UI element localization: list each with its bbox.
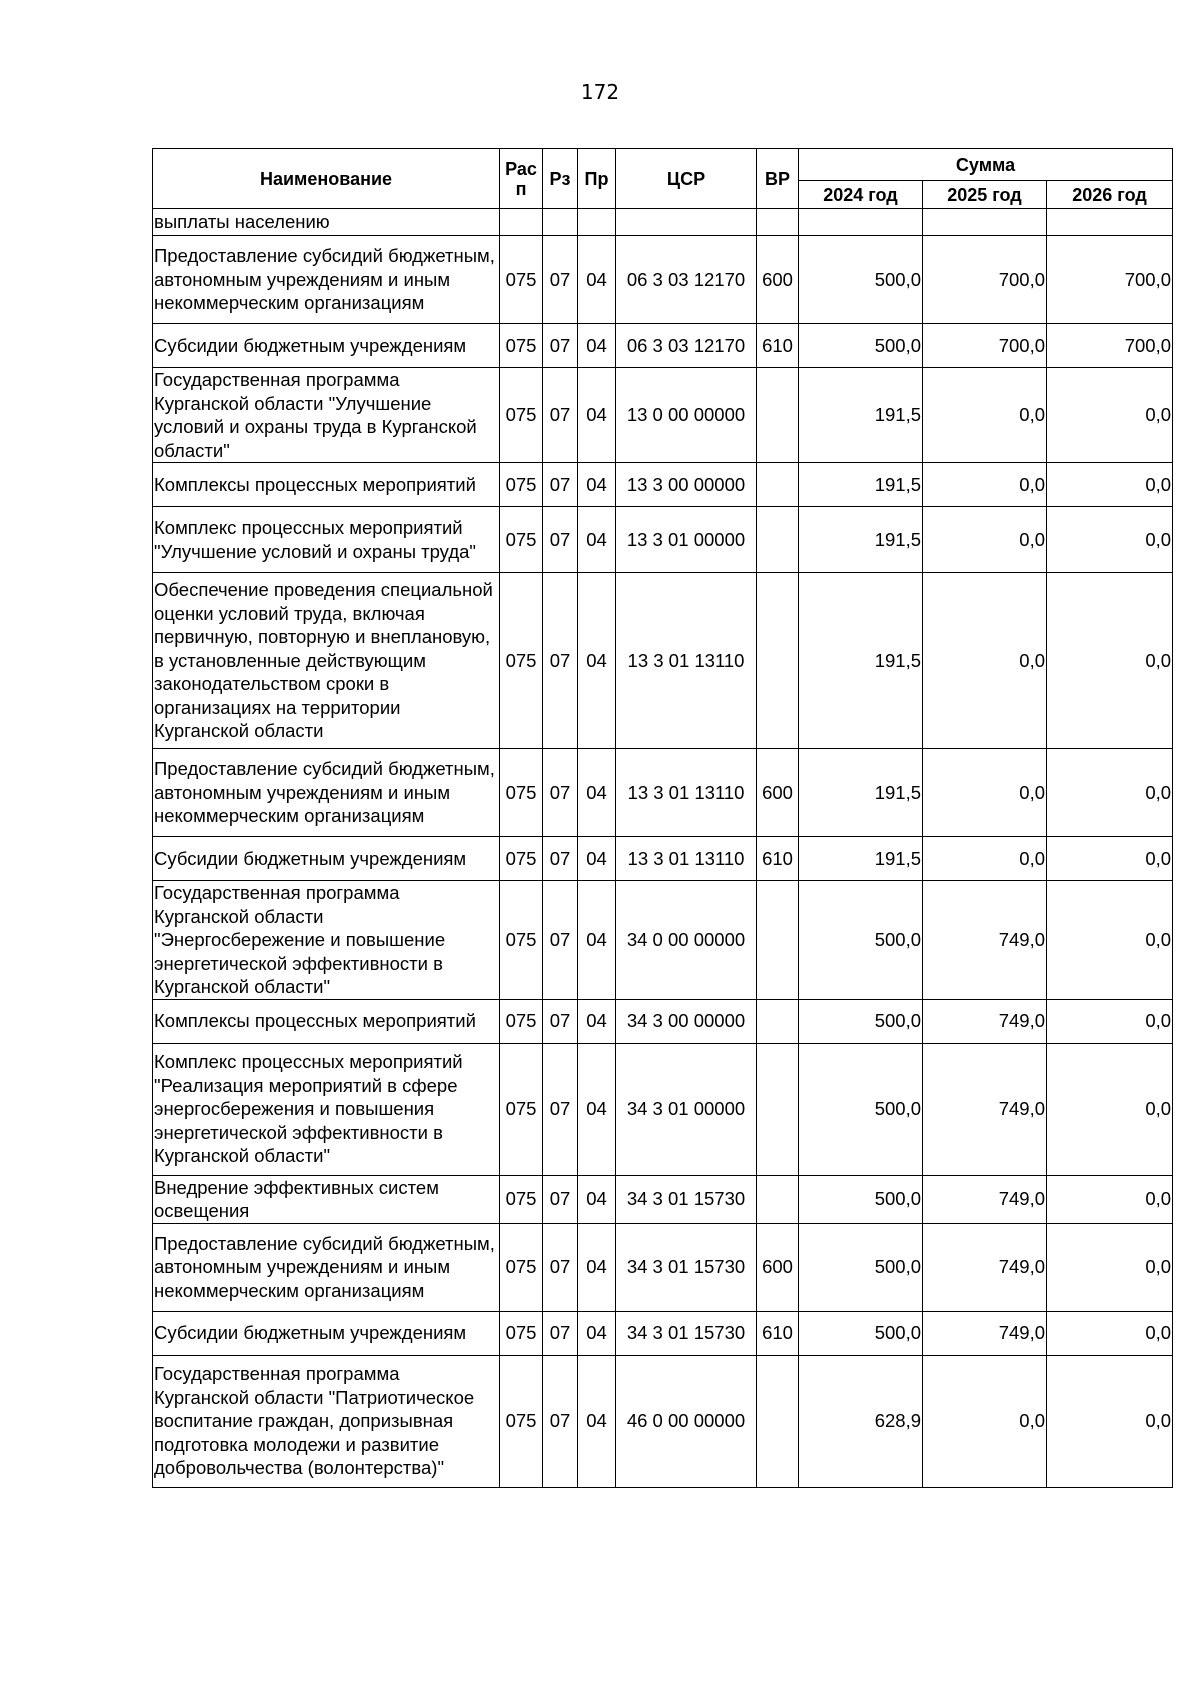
table-row	[153, 463, 1173, 507]
cell-pr	[578, 209, 616, 236]
cell-name: Предоставление субсидий бюджетным, автономным учреждениям и иным некоммерческим организациям	[153, 236, 500, 324]
cell-name: Государственная программа Курганской области "Энергосбережение и повышение энергетической эффективности в Курганской области"	[153, 881, 500, 1000]
cell-name: Внедрение эффективных систем освещения	[153, 1175, 500, 1223]
cell-sum-2024: 500,0	[799, 324, 923, 368]
header-csr: ЦСР	[616, 149, 757, 209]
cell-rasp: 075	[500, 881, 543, 1000]
cell-name: выплаты населению	[153, 209, 500, 236]
table-row	[153, 881, 1173, 1000]
cell-rz: 07	[543, 1043, 578, 1175]
cell-rasp: 075	[500, 1311, 543, 1355]
cell-sum-2026: 0,0	[1047, 368, 1173, 463]
cell-vr: 610	[757, 324, 799, 368]
cell-sum-2024	[799, 209, 923, 236]
cell-rasp: 075	[500, 368, 543, 463]
cell-csr: 34 0 00 00000	[616, 881, 757, 1000]
table-row	[153, 507, 1173, 573]
header-year-2024: 2024 год	[799, 181, 923, 209]
cell-sum-2024: 191,5	[799, 573, 923, 749]
cell-sum-2026: 0,0	[1047, 573, 1173, 749]
table-row	[153, 573, 1173, 749]
cell-sum-2026: 0,0	[1047, 507, 1173, 573]
cell-csr: 13 0 00 00000	[616, 368, 757, 463]
cell-pr: 04	[578, 1223, 616, 1311]
cell-vr	[757, 573, 799, 749]
cell-rz: 07	[543, 1311, 578, 1355]
cell-csr: 34 3 01 15730	[616, 1175, 757, 1223]
cell-rz: 07	[543, 368, 578, 463]
cell-sum-2025: 0,0	[923, 507, 1047, 573]
cell-sum-2024: 500,0	[799, 999, 923, 1043]
cell-pr: 04	[578, 1311, 616, 1355]
cell-pr: 04	[578, 1043, 616, 1175]
cell-sum-2025: 749,0	[923, 1175, 1047, 1223]
cell-sum-2026	[1047, 209, 1173, 236]
table-row	[153, 368, 1173, 463]
cell-csr: 46 0 00 00000	[616, 1355, 757, 1487]
cell-sum-2025: 749,0	[923, 881, 1047, 1000]
cell-rasp: 075	[500, 1355, 543, 1487]
cell-csr: 06 3 03 12170	[616, 324, 757, 368]
table-row	[153, 1223, 1173, 1311]
cell-rasp: 075	[500, 1175, 543, 1223]
cell-vr	[757, 368, 799, 463]
cell-pr: 04	[578, 463, 616, 507]
cell-pr: 04	[578, 507, 616, 573]
cell-sum-2024: 500,0	[799, 1223, 923, 1311]
header-rz: Рз	[543, 149, 578, 209]
header-year-2026: 2026 год	[1047, 181, 1173, 209]
cell-pr: 04	[578, 749, 616, 837]
header-name: Наименование	[153, 149, 500, 209]
cell-vr	[757, 999, 799, 1043]
cell-pr: 04	[578, 837, 616, 881]
cell-csr: 13 3 01 00000	[616, 507, 757, 573]
page-number: 172	[580, 80, 620, 104]
header-pr: Пр	[578, 149, 616, 209]
cell-pr: 04	[578, 368, 616, 463]
cell-sum-2026: 700,0	[1047, 236, 1173, 324]
cell-vr: 600	[757, 1223, 799, 1311]
cell-sum-2026: 0,0	[1047, 749, 1173, 837]
cell-sum-2026: 0,0	[1047, 837, 1173, 881]
cell-sum-2026: 0,0	[1047, 1043, 1173, 1175]
cell-csr: 34 3 01 00000	[616, 1043, 757, 1175]
header-year-2025: 2025 год	[923, 181, 1047, 209]
cell-rz: 07	[543, 236, 578, 324]
cell-sum-2025: 0,0	[923, 463, 1047, 507]
cell-name: Субсидии бюджетным учреждениям	[153, 324, 500, 368]
cell-sum-2024: 191,5	[799, 749, 923, 837]
cell-sum-2024: 191,5	[799, 463, 923, 507]
cell-sum-2025: 0,0	[923, 837, 1047, 881]
cell-vr	[757, 463, 799, 507]
header-vr: ВР	[757, 149, 799, 209]
cell-sum-2026: 0,0	[1047, 1223, 1173, 1311]
cell-pr: 04	[578, 236, 616, 324]
cell-name: Комплекс процессных мероприятий "Улучшение условий и охраны труда"	[153, 507, 500, 573]
cell-pr: 04	[578, 1355, 616, 1487]
header-rasp: Рас п	[500, 149, 543, 209]
cell-name: Комплексы процессных мероприятий	[153, 999, 500, 1043]
cell-name: Государственная программа Курганской области "Улучшение условий и охраны труда в Курганской области"	[153, 368, 500, 463]
cell-sum-2025: 700,0	[923, 324, 1047, 368]
cell-rasp: 075	[500, 999, 543, 1043]
cell-csr	[616, 209, 757, 236]
cell-rasp: 075	[500, 1223, 543, 1311]
cell-sum-2024: 191,5	[799, 368, 923, 463]
cell-sum-2025: 0,0	[923, 573, 1047, 749]
cell-sum-2024: 500,0	[799, 236, 923, 324]
cell-vr: 610	[757, 837, 799, 881]
cell-name: Субсидии бюджетным учреждениям	[153, 1311, 500, 1355]
cell-name: Субсидии бюджетным учреждениям	[153, 837, 500, 881]
cell-sum-2025: 749,0	[923, 999, 1047, 1043]
cell-pr: 04	[578, 1175, 616, 1223]
cell-vr: 610	[757, 1311, 799, 1355]
cell-sum-2024: 191,5	[799, 507, 923, 573]
cell-rz: 07	[543, 1223, 578, 1311]
cell-name: Комплексы процессных мероприятий	[153, 463, 500, 507]
cell-csr: 13 3 01 13110	[616, 749, 757, 837]
cell-rz: 07	[543, 507, 578, 573]
cell-vr	[757, 881, 799, 1000]
cell-name: Предоставление субсидий бюджетным, автономным учреждениям и иным некоммерческим организациям	[153, 749, 500, 837]
cell-csr: 13 3 01 13110	[616, 837, 757, 881]
cell-rasp: 075	[500, 236, 543, 324]
cell-rz: 07	[543, 573, 578, 749]
cell-rasp: 075	[500, 507, 543, 573]
cell-sum-2025: 700,0	[923, 236, 1047, 324]
cell-vr	[757, 1355, 799, 1487]
table-row	[153, 837, 1173, 881]
cell-vr: 600	[757, 236, 799, 324]
cell-sum-2024: 500,0	[799, 1311, 923, 1355]
cell-sum-2026: 0,0	[1047, 463, 1173, 507]
cell-pr: 04	[578, 999, 616, 1043]
cell-vr	[757, 209, 799, 236]
cell-rasp: 075	[500, 573, 543, 749]
cell-csr: 34 3 01 15730	[616, 1311, 757, 1355]
table-row	[153, 1175, 1173, 1223]
cell-name: Государственная программа Курганской области "Патриотическое воспитание граждан, допризывная подготовка молодежи и развитие добровольчества (волонтерства)"	[153, 1355, 500, 1487]
cell-sum-2026: 0,0	[1047, 1175, 1173, 1223]
cell-rasp: 075	[500, 837, 543, 881]
cell-sum-2025	[923, 209, 1047, 236]
cell-sum-2026: 0,0	[1047, 1311, 1173, 1355]
cell-rz: 07	[543, 749, 578, 837]
cell-sum-2024: 500,0	[799, 1175, 923, 1223]
cell-rz: 07	[543, 324, 578, 368]
cell-rz: 07	[543, 1355, 578, 1487]
cell-sum-2024: 500,0	[799, 881, 923, 1000]
cell-rasp: 075	[500, 1043, 543, 1175]
cell-csr: 13 3 01 13110	[616, 573, 757, 749]
cell-rz: 07	[543, 837, 578, 881]
cell-vr	[757, 507, 799, 573]
cell-rz: 07	[543, 881, 578, 1000]
table-row	[153, 1043, 1173, 1175]
cell-sum-2025: 0,0	[923, 1355, 1047, 1487]
cell-name: Обеспечение проведения специальной оценки условий труда, включая первичную, повторную и внеплановую, в установленные действующим законодательством сроки в организациях на территории Курганской области	[153, 573, 500, 749]
cell-sum-2026: 0,0	[1047, 999, 1173, 1043]
cell-csr: 34 3 01 15730	[616, 1223, 757, 1311]
cell-sum-2025: 0,0	[923, 749, 1047, 837]
cell-rasp: 075	[500, 324, 543, 368]
budget-table	[152, 148, 1173, 1488]
table-row	[153, 999, 1173, 1043]
cell-pr: 04	[578, 324, 616, 368]
cell-sum-2026: 0,0	[1047, 881, 1173, 1000]
cell-rz	[543, 209, 578, 236]
table-row	[153, 209, 1173, 236]
cell-vr	[757, 1043, 799, 1175]
cell-csr: 34 3 00 00000	[616, 999, 757, 1043]
table-row	[153, 749, 1173, 837]
header-sum: Сумма	[799, 149, 1173, 181]
cell-sum-2025: 0,0	[923, 368, 1047, 463]
cell-rasp: 075	[500, 749, 543, 837]
cell-sum-2026: 700,0	[1047, 324, 1173, 368]
cell-sum-2025: 749,0	[923, 1043, 1047, 1175]
cell-sum-2024: 628,9	[799, 1355, 923, 1487]
cell-rz: 07	[543, 999, 578, 1043]
cell-rasp: 075	[500, 463, 543, 507]
table-row	[153, 1355, 1173, 1487]
cell-sum-2026: 0,0	[1047, 1355, 1173, 1487]
cell-rz: 07	[543, 463, 578, 507]
cell-sum-2024: 191,5	[799, 837, 923, 881]
cell-name: Предоставление субсидий бюджетным, автономным учреждениям и иным некоммерческим организациям	[153, 1223, 500, 1311]
cell-vr: 600	[757, 749, 799, 837]
table-row	[153, 236, 1173, 324]
cell-csr: 06 3 03 12170	[616, 236, 757, 324]
table-row	[153, 324, 1173, 368]
cell-vr	[757, 1175, 799, 1223]
cell-name: Комплекс процессных мероприятий "Реализация мероприятий в сфере энергосбережения и повышения энергетической эффективности в Курганской области"	[153, 1043, 500, 1175]
cell-csr: 13 3 00 00000	[616, 463, 757, 507]
cell-rasp	[500, 209, 543, 236]
cell-sum-2025: 749,0	[923, 1311, 1047, 1355]
cell-sum-2025: 749,0	[923, 1223, 1047, 1311]
cell-rz: 07	[543, 1175, 578, 1223]
cell-sum-2024: 500,0	[799, 1043, 923, 1175]
cell-pr: 04	[578, 573, 616, 749]
cell-pr: 04	[578, 881, 616, 1000]
table-row	[153, 1311, 1173, 1355]
table-body	[153, 209, 1173, 1488]
